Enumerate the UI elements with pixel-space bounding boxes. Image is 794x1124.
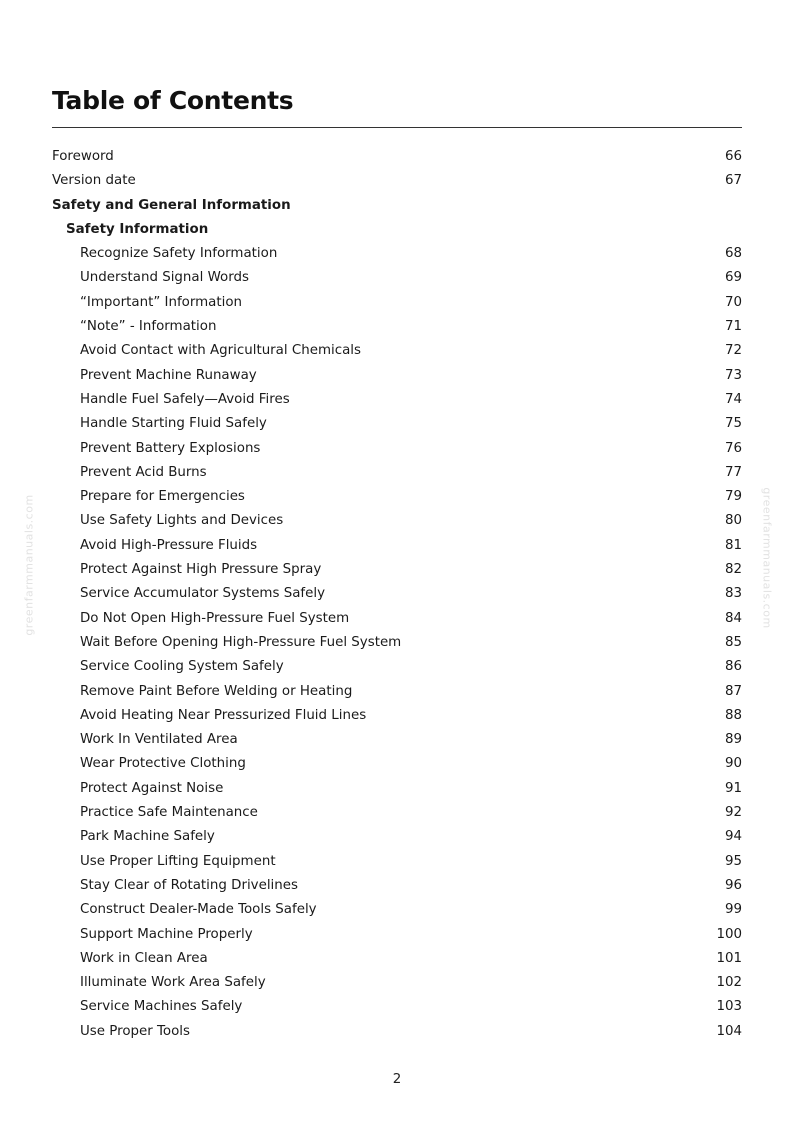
toc-entry-page: 85 <box>724 634 742 650</box>
toc-entry-label: Avoid High-Pressure Fluids <box>80 537 258 553</box>
toc-entry-label: Do Not Open High-Pressure Fuel System <box>80 610 350 626</box>
toc-entry-label: Safety Information <box>66 221 209 237</box>
toc-entry-page: 77 <box>724 464 742 480</box>
toc-entry-page: 68 <box>724 246 742 262</box>
toc-entry-page: 81 <box>724 537 742 553</box>
toc-entry[interactable] <box>52 461 742 485</box>
toc-entry-label: Service Machines Safely <box>80 999 243 1015</box>
toc-entry[interactable] <box>52 728 742 752</box>
toc-entry-page: 71 <box>724 319 742 335</box>
toc-entry-page: 95 <box>724 853 742 869</box>
toc-entry-page: 67 <box>724 173 742 189</box>
toc-entry-page: 91 <box>724 780 742 796</box>
toc-entry-label: Prevent Acid Burns <box>80 464 207 480</box>
toc-entry-label: Recognize Safety Information <box>80 246 278 262</box>
toc-entry[interactable] <box>52 995 742 1019</box>
toc-entry-label: Use Safety Lights and Devices <box>80 513 284 529</box>
toc-entry[interactable] <box>52 971 742 995</box>
toc-entry[interactable] <box>52 364 742 388</box>
toc-entry-page: 100 <box>716 926 742 942</box>
toc-entry-page: 72 <box>724 343 742 359</box>
toc-entry[interactable] <box>52 558 742 582</box>
toc-entry[interactable] <box>52 874 742 898</box>
toc-entry-label: Practice Safe Maintenance <box>80 805 258 821</box>
toc-entry[interactable] <box>52 315 742 339</box>
toc-entry-label: Avoid Contact with Agricultural Chemicals <box>80 343 361 359</box>
toc-entry[interactable] <box>52 801 742 825</box>
toc-entry[interactable] <box>52 777 742 801</box>
toc-entry-page: 99 <box>724 902 742 918</box>
toc-entry[interactable] <box>52 388 742 412</box>
toc-entry-page: 96 <box>724 877 742 893</box>
toc-entry[interactable] <box>52 534 742 558</box>
toc-entry-page: 74 <box>724 391 742 407</box>
toc-entry-label: Avoid Heating Near Pressurized Fluid Lines <box>80 707 367 723</box>
toc-entry[interactable] <box>52 850 742 874</box>
toc-entry[interactable] <box>52 752 742 776</box>
toc-entry[interactable] <box>52 898 742 922</box>
toc-entry-page: 89 <box>724 732 742 748</box>
page-title: Table of Contents <box>52 86 294 115</box>
toc-entry-label: Handle Starting Fluid Safely <box>80 416 267 432</box>
toc-entry[interactable] <box>52 485 742 509</box>
toc-entry-label: Support Machine Properly <box>80 926 253 942</box>
toc-entry[interactable] <box>52 509 742 533</box>
toc-entry-label: Use Proper Tools <box>80 1023 191 1039</box>
toc-entry[interactable] <box>52 704 742 728</box>
table-of-contents <box>52 145 742 1044</box>
toc-entry[interactable] <box>52 437 742 461</box>
toc-entry-page: 102 <box>716 975 742 991</box>
toc-entry-label: Prepare for Emergencies <box>80 489 245 505</box>
toc-entry[interactable] <box>52 947 742 971</box>
toc-entry-label: Wait Before Opening High-Pressure Fuel System <box>80 634 402 650</box>
toc-entry-label: Remove Paint Before Welding or Heating <box>80 683 353 699</box>
toc-entry-label: Protect Against High Pressure Spray <box>80 562 322 578</box>
toc-entry[interactable] <box>52 339 742 363</box>
toc-entry-label: “Note” - Information <box>80 319 217 335</box>
toc-entry-label: Stay Clear of Rotating Drivelines <box>80 877 298 893</box>
toc-entry-page: 82 <box>724 562 742 578</box>
page-number: 2 <box>392 1072 402 1087</box>
toc-entry[interactable] <box>52 607 742 631</box>
toc-entry-label: Use Proper Lifting Equipment <box>80 853 276 869</box>
toc-entry[interactable] <box>52 218 742 242</box>
toc-entry[interactable] <box>52 291 742 315</box>
toc-entry[interactable] <box>52 923 742 947</box>
toc-entry[interactable] <box>52 631 742 655</box>
toc-entry-page: 104 <box>716 1023 742 1039</box>
toc-entry[interactable] <box>52 145 742 169</box>
watermark-left: greenfarmmanuals.com <box>22 494 36 636</box>
toc-entry[interactable] <box>52 194 742 218</box>
toc-entry-page: 66 <box>724 149 742 164</box>
toc-entry-page: 70 <box>724 294 742 310</box>
toc-entry-label: “Important” Information <box>80 294 243 310</box>
toc-entry[interactable] <box>52 412 742 436</box>
toc-entry[interactable] <box>52 1020 742 1044</box>
toc-entry-page: 80 <box>724 513 742 529</box>
toc-entry-page: 94 <box>724 829 742 845</box>
toc-entry-page: 73 <box>724 367 742 383</box>
toc-entry-label: Foreword <box>52 149 114 164</box>
toc-entry[interactable] <box>52 169 742 193</box>
toc-entry-label: Work In Ventilated Area <box>80 732 238 748</box>
toc-entry-page: 90 <box>724 756 742 772</box>
toc-entry-page: 76 <box>724 440 742 456</box>
toc-entry-page: 84 <box>724 610 742 626</box>
toc-entry-label: Understand Signal Words <box>80 270 249 286</box>
toc-entry[interactable] <box>52 825 742 849</box>
toc-entry[interactable] <box>52 242 742 266</box>
toc-entry[interactable] <box>52 680 742 704</box>
toc-entry-page: 103 <box>716 999 742 1015</box>
toc-entry-label: Wear Protective Clothing <box>80 756 246 772</box>
toc-entry-page: 87 <box>724 683 742 699</box>
toc-entry-page: 88 <box>724 707 742 723</box>
toc-entry-label: Handle Fuel Safely—Avoid Fires <box>80 391 290 407</box>
toc-entry-label: Work in Clean Area <box>80 950 208 966</box>
toc-entry-label: Prevent Battery Explosions <box>80 440 261 456</box>
watermark-right: greenfarmmanuals.com <box>760 487 774 629</box>
toc-entry-label: Illuminate Work Area Safely <box>80 975 266 991</box>
toc-entry-page: 101 <box>716 950 742 966</box>
toc-entry-page: 69 <box>724 270 742 286</box>
toc-entry-label: Construct Dealer-Made Tools Safely <box>80 902 317 918</box>
toc-entry-page: 92 <box>724 805 742 821</box>
toc-entry[interactable] <box>52 655 742 679</box>
toc-entry[interactable] <box>52 266 742 290</box>
toc-entry-page: 83 <box>724 586 742 602</box>
toc-entry[interactable] <box>52 582 742 606</box>
toc-entry-page: 75 <box>724 416 742 432</box>
toc-entry-label: Service Accumulator Systems Safely <box>80 586 326 602</box>
toc-entry-label: Park Machine Safely <box>80 829 215 845</box>
toc-entry-label: Version date <box>52 173 136 189</box>
toc-entry-label: Safety and General Information <box>52 197 291 213</box>
toc-entry-label: Prevent Machine Runaway <box>80 367 257 383</box>
toc-entry-label: Service Cooling System Safely <box>80 659 284 675</box>
toc-entry-page: 79 <box>724 489 742 505</box>
toc-entry-label: Protect Against Noise <box>80 780 224 796</box>
title-divider <box>52 127 742 128</box>
toc-entry-page: 86 <box>724 659 742 675</box>
